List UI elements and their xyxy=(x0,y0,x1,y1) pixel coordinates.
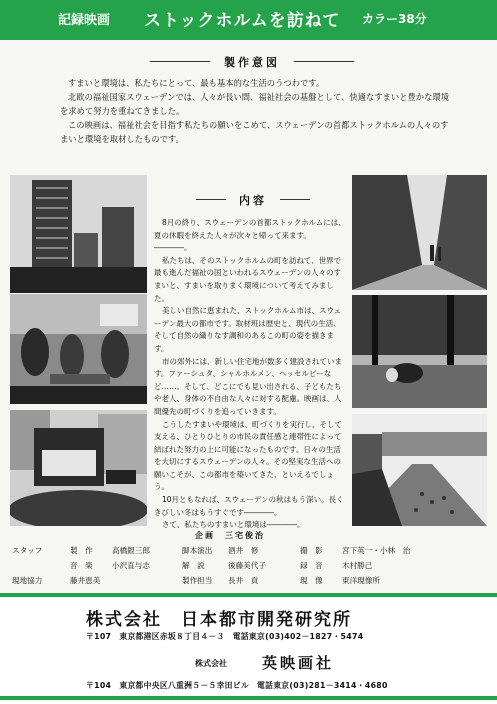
company-1-name: 株式会社 日本都市開発研究所 xyxy=(86,610,352,630)
credit-cell: 現 像 xyxy=(300,576,323,585)
credit-cell: 製作担当 xyxy=(182,576,213,585)
company-2-type: 株式会社 xyxy=(195,659,227,668)
credit-cell: 後藤美代子 xyxy=(228,561,266,570)
credit-cell: 小沢直与志 xyxy=(112,561,150,570)
credit-cell: 東洋現像所 xyxy=(342,576,380,585)
content-paragraph: 市の郊外には、新しい住宅地が数多く建設されています。ファーシュタ、シャルホルメン、ヘッセルビーなど……。そして、どこにでも見い出される、子どもたちや老人、身体の不自由な人々に対する配慮。映画は、人間優先の町づくりを追っていきます。 xyxy=(154,356,342,416)
credit-cell: 解 説 xyxy=(182,561,205,570)
credit-cell: 酒井 修 xyxy=(228,546,259,555)
credit-cell: 宮下英一・小林 治 xyxy=(342,546,411,555)
film-title: ストックホルムを訪ねて xyxy=(144,11,341,31)
photo-old-town-street xyxy=(352,175,487,290)
credit-cell: 製 作 xyxy=(70,546,93,555)
film-meta: カラー38分 xyxy=(362,12,427,26)
credit-cell: 藤井恵美 xyxy=(70,576,101,585)
credit-cell: 高橋銀三郎 xyxy=(112,546,150,555)
content-paragraph: 8月の終り、スウェーデンの首都ストックホルムには、夏の休暇を終えた人々が次々と帰って来ます。――――。 xyxy=(154,218,346,253)
intent-paragraph: この映画は、福祉社会を目指す私たちの願いをこめて、スウェーデンの首都ストックホルムの人々のすまいと環境を取材したものです。 xyxy=(60,120,449,144)
intent-text xyxy=(60,76,450,146)
intent-paragraph: 北欧の福祉国家スウェーデンでは、人々が長い間、福祉社会の基盤として、快適なすまいと豊かな環境を求めて努力を重ねてきました。 xyxy=(60,92,449,116)
title-banner xyxy=(0,0,497,40)
intent-rule-left xyxy=(150,61,210,62)
credit-cell: 木村勝己 xyxy=(342,561,373,570)
intent-paragraph: すまいと環境は、私たちにとって、最も基本的な生活のうつわです。 xyxy=(68,78,325,88)
credit-cell: 撮 影 xyxy=(300,546,323,555)
credit-cell: 現地協力 xyxy=(12,576,43,585)
credit-row xyxy=(0,560,497,572)
photo-family-interior xyxy=(10,294,147,404)
credit-row xyxy=(0,545,497,557)
photo-palace-pigeons xyxy=(352,414,487,526)
credit-cell: 録 音 xyxy=(300,561,323,570)
credit-cell: 脚本演出 xyxy=(182,546,213,555)
photo-puppet-theater xyxy=(10,410,147,526)
content-paragraph: こうしたすまいや環境は、町づくりを実行し、そして支える、ひとりひとりの市民の責任感と連帯性によって結ばれた努力の上に可能になったものです。日々の生活を大切にするスウェーデンの人々。その堅実な生活への願いこそが、この都市を築いてきた、といえるでしょう。 xyxy=(154,419,342,492)
content-paragraph: 美しい自然に恵まれた、ストックホルム市は、スウェーデン最大の都市です。取材班は歴史と、現代の生活、そして自然の織りなす調和のあるこの町の姿を描きます。 xyxy=(154,306,342,353)
content-heading: 内容 xyxy=(239,194,267,207)
content-paragraph: 私たちは、そのストックホルムの町を訪ねて、世界で最も進んだ福祉の国といわれるスウェーデンの人々のすまいと、すまいを取りまく環境について考えてみました。 xyxy=(154,255,342,303)
content-paragraph: 10月ともなれば、スウェーデンの秋はもう深い。長くきびしい冬はもうすぐです――――。 xyxy=(154,495,344,517)
credit-cell: 音 楽 xyxy=(70,561,93,570)
credit-row xyxy=(0,575,497,587)
photo-park-picnic xyxy=(352,295,487,408)
content-text xyxy=(154,217,346,532)
footer xyxy=(0,593,497,704)
credit-cell: 長井 貢 xyxy=(228,576,259,585)
content-rule-left xyxy=(196,199,226,200)
photo-apartment-towers xyxy=(10,175,147,293)
content-paragraph: さて、私たちのすまいと環境は――――。 xyxy=(162,520,305,530)
content-rule-right xyxy=(280,199,310,200)
company-2-address: 〒104 東京都中央区八重洲５－５幸田ビル 電話東京(03)281－3414・4680 xyxy=(86,681,388,690)
company-2-name: 英映画社 xyxy=(262,654,335,672)
footer-bottom-bar xyxy=(0,696,497,700)
film-kind: 記録映画 xyxy=(58,13,111,28)
credit-cell: スタッフ xyxy=(12,546,43,555)
planning-credit: 企画 三宅俊治 xyxy=(195,531,265,540)
intent-rule-right xyxy=(294,61,354,62)
company-1-address: 〒107 東京都港区赤坂８丁目４－３ 電話東京(03)402－1827・5474 xyxy=(86,632,364,641)
intent-heading: 製作意図 xyxy=(224,56,280,69)
